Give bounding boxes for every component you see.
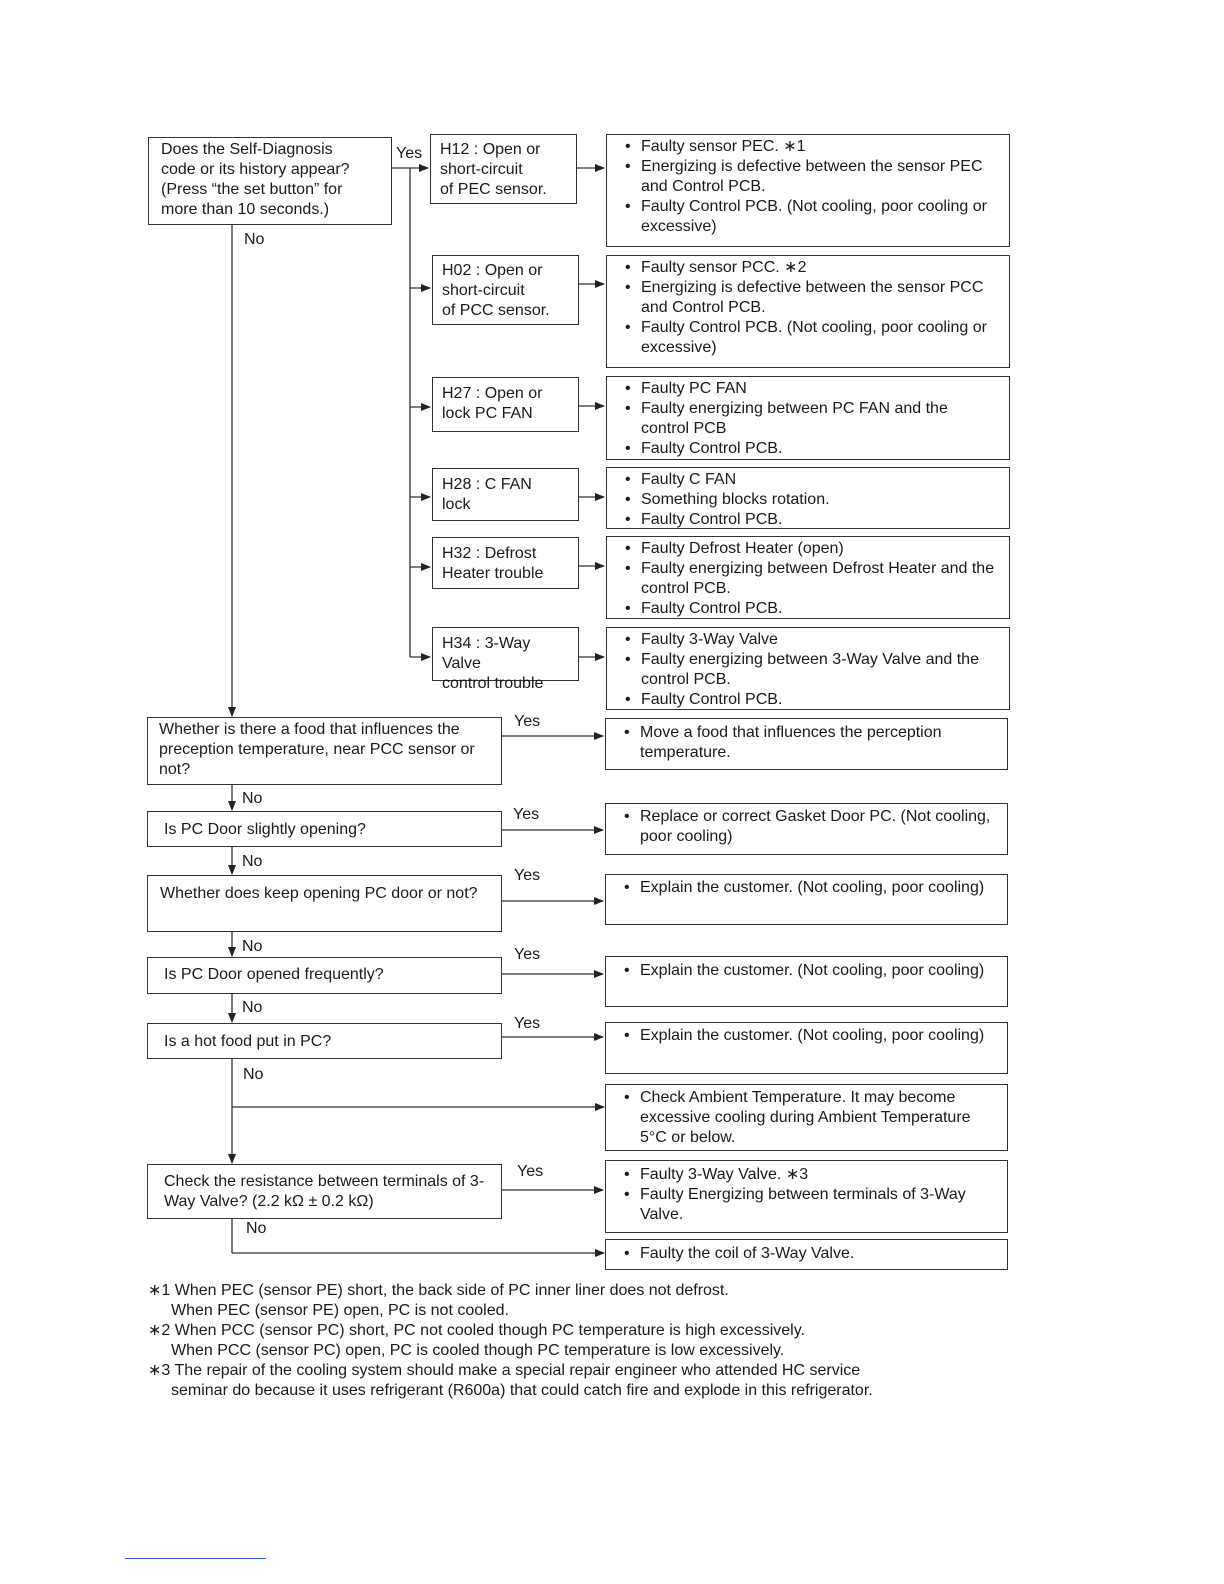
code-line: H32 : Defrost bbox=[442, 545, 537, 562]
yes-label: Yes bbox=[514, 946, 541, 963]
footnote-text: When PCC (sensor PC) open, PC is cooled though PC temperature is low excessively. bbox=[171, 1342, 785, 1359]
code-box-h02 bbox=[432, 255, 579, 325]
footnote-text: The repair of the cooling system should make a special repair engineer who attended HC service bbox=[174, 1362, 861, 1379]
cause-item: • Faulty C FAN bbox=[625, 470, 999, 490]
cause-item: • Faulty sensor PEC. ∗1 bbox=[625, 137, 999, 157]
footnote-mark: ∗1 bbox=[148, 1282, 171, 1299]
answer-item: • Check Ambient Temperature. It may become excessive cooling during Ambient Temperature 5°C or below. bbox=[624, 1088, 997, 1148]
answer-item: • Faulty 3-Way Valve. ∗3 bbox=[624, 1165, 997, 1185]
ambient-temperature-box bbox=[605, 1084, 1008, 1151]
causes-box-h02 bbox=[606, 255, 1010, 368]
no-label: No bbox=[242, 938, 263, 955]
check-question-hot-food bbox=[147, 1023, 502, 1059]
code-box-h34 bbox=[432, 627, 579, 692]
footnotes bbox=[148, 1281, 1048, 1401]
answer-item: • Explain the customer. (Not cooling, poor cooling) bbox=[624, 1026, 997, 1046]
start-question-box bbox=[148, 137, 392, 225]
cause-item: • Faulty 3-Way Valve bbox=[625, 630, 999, 650]
code-box-h12 bbox=[430, 134, 577, 204]
code-line: control trouble bbox=[442, 675, 544, 692]
footnote-mark: ∗2 bbox=[148, 1322, 171, 1339]
footnote-text: When PCC (sensor PC) short, PC not cooled though PC temperature is high excessively. bbox=[174, 1322, 805, 1339]
code-line: short-circuit bbox=[442, 282, 525, 299]
cause-item: • Faulty energizing between PC FAN and the control PCB bbox=[625, 399, 999, 439]
cause-item: • Something blocks rotation. bbox=[625, 490, 999, 510]
yes-label: Yes bbox=[396, 145, 423, 162]
answer-box-resistance-no bbox=[605, 1239, 1008, 1270]
cause-item: • Faulty Defrost Heater (open) bbox=[625, 539, 999, 559]
answer-item: • Move a food that influences the perception temperature. bbox=[624, 723, 997, 763]
no-label: No bbox=[242, 790, 263, 807]
check-question-text: Check the resistance between terminals of 3-Way Valve? (2.2 kΩ ± 0.2 kΩ) bbox=[164, 1173, 485, 1210]
cause-item: • Faulty sensor PCC. ∗2 bbox=[625, 258, 999, 278]
answer-box-food bbox=[605, 718, 1008, 770]
causes-box-h28 bbox=[606, 467, 1010, 529]
no-label: No bbox=[243, 1066, 264, 1083]
yes-label: Yes bbox=[514, 867, 541, 884]
causes-box-h34 bbox=[606, 627, 1010, 710]
code-line: of PEC sensor. bbox=[440, 181, 547, 198]
start-question-line: (Press “the set button” for bbox=[161, 181, 343, 198]
causes-box-h12 bbox=[606, 134, 1010, 247]
yes-label: Yes bbox=[514, 1015, 541, 1032]
answer-item: • Explain the customer. (Not cooling, poor cooling) bbox=[624, 878, 997, 898]
answer-item: • Faulty the coil of 3-Way Valve. bbox=[624, 1244, 997, 1264]
no-label: No bbox=[244, 231, 265, 248]
answer-item: • Explain the customer. (Not cooling, poor cooling) bbox=[624, 961, 997, 981]
start-question-line: code or its history appear? bbox=[161, 161, 350, 178]
code-box-h27 bbox=[432, 377, 579, 432]
cause-item: • Faulty PC FAN bbox=[625, 379, 999, 399]
cause-item: • Faulty Control PCB. bbox=[625, 439, 999, 459]
cause-item: • Faulty Control PCB. bbox=[625, 510, 999, 530]
code-line: of PCC sensor. bbox=[442, 302, 550, 319]
check-question-text: Whether does keep opening PC door or not? bbox=[160, 885, 478, 902]
code-box-h32 bbox=[432, 537, 579, 589]
code-box-h28 bbox=[432, 468, 579, 521]
footnote-2 bbox=[148, 1321, 1048, 1361]
no-label: No bbox=[246, 1220, 267, 1237]
check-question-opened-frequently bbox=[147, 957, 502, 994]
footnote-text: When PEC (sensor PE) open, PC is not cooled. bbox=[171, 1302, 509, 1319]
code-line: H34 : 3-Way Valve bbox=[442, 635, 531, 672]
cause-item: • Faulty Control PCB. (Not cooling, poor cooling or excessive) bbox=[625, 318, 999, 358]
code-line: lock bbox=[442, 496, 471, 513]
cause-item: • Energizing is defective between the sensor PCC and Control PCB. bbox=[625, 278, 999, 318]
answer-box-opened-frequently bbox=[605, 956, 1008, 1007]
code-line: H12 : Open or bbox=[440, 141, 541, 158]
code-line: H02 : Open or bbox=[442, 262, 543, 279]
start-question-line: Does the Self-Diagnosis bbox=[161, 141, 333, 158]
check-question-keep-opening bbox=[147, 875, 502, 932]
footnote-text: When PEC (sensor PE) short, the back side of PC inner liner does not defrost. bbox=[174, 1282, 729, 1299]
footnote-1 bbox=[148, 1281, 1048, 1321]
answer-box-keep-opening bbox=[605, 874, 1008, 925]
code-line: lock PC FAN bbox=[442, 405, 533, 422]
answer-item: • Faulty Energizing between terminals of 3-Way Valve. bbox=[624, 1185, 997, 1225]
cause-item: • Energizing is defective between the sensor PEC and Control PCB. bbox=[625, 157, 999, 197]
cause-item: • Faulty Control PCB. bbox=[625, 599, 999, 619]
code-line: Heater trouble bbox=[442, 565, 544, 582]
causes-box-h27 bbox=[606, 376, 1010, 460]
footnote-mark: ∗3 bbox=[148, 1362, 171, 1379]
no-label: No bbox=[242, 999, 263, 1016]
answer-item: • Replace or correct Gasket Door PC. (Not cooling, poor cooling) bbox=[624, 807, 997, 847]
footer-link-underline bbox=[125, 1558, 266, 1559]
cause-item: • Faulty Control PCB. (Not cooling, poor cooling or excessive) bbox=[625, 197, 999, 237]
no-label: No bbox=[242, 853, 263, 870]
cause-item: • Faulty Control PCB. bbox=[625, 690, 999, 710]
cause-item: • Faulty energizing between Defrost Heater and the control PCB. bbox=[625, 559, 999, 599]
causes-box-h32 bbox=[606, 536, 1010, 619]
code-line: H28 : C FAN bbox=[442, 476, 532, 493]
check-question-food bbox=[147, 717, 502, 785]
yes-label: Yes bbox=[517, 1163, 544, 1180]
code-line: short-circuit bbox=[440, 161, 523, 178]
code-line: H27 : Open or bbox=[442, 385, 543, 402]
answer-box-hot-food bbox=[605, 1022, 1008, 1074]
answer-box-resistance-yes bbox=[605, 1160, 1008, 1233]
check-question-text: Whether is there a food that influences the preception temperature, near PCC sensor or not? bbox=[159, 721, 475, 778]
start-question-line: more than 10 seconds.) bbox=[161, 201, 330, 218]
yes-label: Yes bbox=[513, 806, 540, 823]
yes-label: Yes bbox=[514, 713, 541, 730]
check-question-door-slightly-open bbox=[147, 811, 502, 847]
check-question-text: Is a hot food put in PC? bbox=[164, 1033, 332, 1050]
footnote-3 bbox=[148, 1361, 1048, 1401]
footnote-text: seminar do because it uses refrigerant (R600a) that could catch fire and explode in this refrigerator. bbox=[171, 1382, 873, 1399]
check-question-text: Is PC Door opened frequently? bbox=[164, 966, 384, 983]
cause-item: • Faulty energizing between 3-Way Valve and the control PCB. bbox=[625, 650, 999, 690]
check-question-resistance bbox=[147, 1164, 502, 1219]
check-question-text: Is PC Door slightly opening? bbox=[164, 821, 366, 838]
answer-box-door-slightly-open bbox=[605, 803, 1008, 855]
